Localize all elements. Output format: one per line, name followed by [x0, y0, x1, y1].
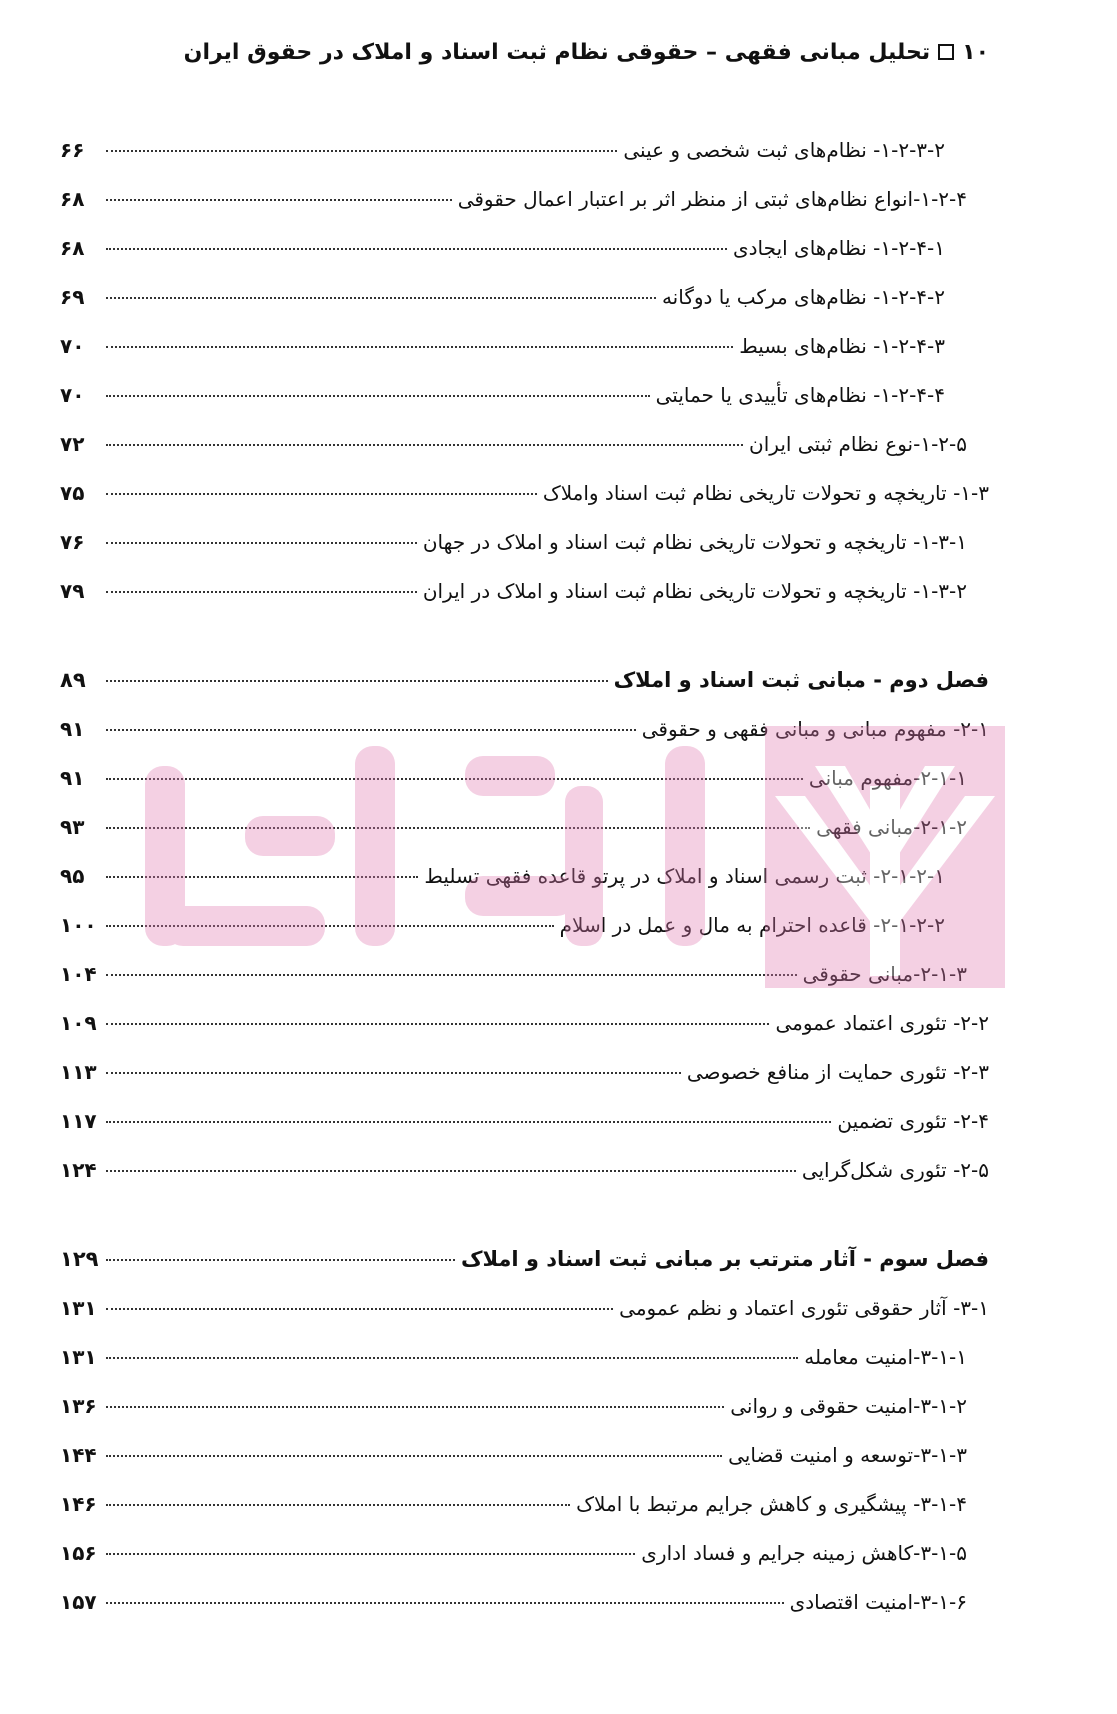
toc-entry-title: ۱-۳- تاریخچه و تحولات تاریخی نظام ثبت اسناد واملاک: [542, 481, 989, 505]
toc-entry-title: ۲-۱-۲-مبانی فقهی: [816, 815, 967, 839]
toc-entry-title: ۱-۲-۴-۳- نظام‌های بسیط: [739, 334, 945, 358]
dot-leader: [106, 1259, 455, 1261]
toc-section: [60, 1247, 989, 1639]
toc-page-number: ۹۳: [60, 815, 85, 839]
toc-page-number: ۱۴۴: [60, 1443, 97, 1467]
toc-entry: [60, 1158, 989, 1207]
toc-entry: [60, 1060, 989, 1109]
toc-entry: [60, 962, 989, 1011]
toc-entry-title: ۱-۲-۵-نوع نظام ثبتی ایران: [749, 432, 967, 456]
dot-leader: [106, 395, 650, 397]
toc-entry: [60, 1296, 989, 1345]
dot-leader: [106, 729, 636, 731]
toc-entry: [60, 285, 989, 334]
dot-leader: [106, 925, 554, 927]
toc-page-number: ۷۹: [60, 579, 85, 603]
dot-leader: [106, 827, 810, 829]
toc-entry-title: ۲-۵- تئوری شکل‌گرایی: [801, 1158, 989, 1182]
toc-entry-title: ۳-۱-۴- پیشگیری و کاهش جرایم مرتبط با املاک: [576, 1492, 967, 1516]
toc-entry: [60, 138, 989, 187]
toc-entry: [60, 1492, 989, 1541]
dot-leader: [106, 248, 727, 250]
dot-leader: [106, 1357, 798, 1359]
toc-entry: [60, 1590, 989, 1639]
toc-entry: [60, 383, 989, 432]
dot-leader: [106, 591, 417, 593]
toc-entry: [60, 1109, 989, 1158]
toc-entry: [60, 187, 989, 236]
dot-leader: [106, 1455, 722, 1457]
toc-entry-title: ۳-۱-۳-توسعه و امنیت قضایی: [728, 1443, 967, 1467]
toc-entry: [60, 334, 989, 383]
toc-entry-title: ۳-۱- آثار حقوقی تئوری اعتماد و نظم عمومی: [619, 1296, 989, 1320]
dot-leader: [106, 1023, 769, 1025]
toc-entry-title: ۱-۳-۱- تاریخچه و تحولات تاریخی نظام ثبت اسناد و املاک در جهان: [422, 530, 967, 554]
toc-entry-title: ۲-۱- مفهوم مبانی و مبانی فقهی و حقوقی: [641, 717, 989, 741]
toc-entry: [60, 717, 989, 766]
table-of-contents: [60, 138, 989, 1639]
dot-leader: [106, 444, 743, 446]
dot-leader: [106, 199, 452, 201]
dot-leader: [106, 150, 617, 152]
toc-page-number: ۱۰۴: [60, 962, 97, 986]
toc-page-number: ۱۳۶: [60, 1394, 97, 1418]
toc-entry: [60, 1394, 989, 1443]
toc-entry-title: ۳-۱-۲-امنیت حقوقی و روانی: [730, 1394, 967, 1418]
toc-page-number: ۷۲: [60, 432, 85, 456]
toc-entry-title: ۱-۳-۲- تاریخچه و تحولات تاریخی نظام ثبت اسناد و املاک در ایران: [422, 579, 967, 603]
toc-entry-title: ۱-۲-۴-انواع نظام‌های ثبتی از منظر اثر بر اعتبار اعمال حقوقی: [457, 187, 967, 211]
toc-page-number: ۱۲۴: [60, 1158, 97, 1182]
toc-entry: [60, 432, 989, 481]
dot-leader: [106, 876, 418, 878]
toc-page-number: ۷۵: [60, 481, 85, 505]
toc-entry: [60, 579, 989, 628]
toc-entry-title: ۱-۲-۳-۲- نظام‌های ثبت شخصی و عینی: [623, 138, 945, 162]
toc-entry-title: ۱-۲-۴-۱- نظام‌های ایجادی: [733, 236, 945, 260]
dot-leader: [106, 1406, 724, 1408]
toc-entry-title: ۲-۲- تئوری اعتماد عمومی: [775, 1011, 989, 1035]
toc-entry-title: ۲-۱-۲-۲- قاعده احترام به مال و عمل در اسلام: [559, 913, 945, 937]
toc-section: [60, 668, 989, 1207]
toc-entry: [60, 1541, 989, 1590]
toc-page-number: ۱۰۹: [60, 1011, 97, 1035]
dot-leader: [106, 1308, 613, 1310]
toc-entry-title: ۲-۱-۱-مفهوم مبانی: [808, 766, 967, 790]
toc-page-number: ۱۵۷: [60, 1590, 97, 1614]
chapter-heading: [60, 668, 989, 717]
dot-leader: [106, 1602, 784, 1604]
toc-page-number: ۱۱۳: [60, 1060, 97, 1084]
toc-entry-title: ۲-۴- تئوری تضمین: [837, 1109, 989, 1133]
toc-page-number: ۱۵۶: [60, 1541, 97, 1565]
toc-page-number: ۱۳۱: [60, 1296, 97, 1320]
toc-entry: [60, 815, 989, 864]
chapter-heading: [60, 1247, 989, 1296]
toc-page-number: ۹۱: [60, 717, 85, 741]
toc-page-number: ۶۹: [60, 285, 85, 309]
toc-page-number: ۷۰: [60, 334, 85, 358]
dot-leader: [106, 1504, 570, 1506]
toc-page-number: ۶۸: [60, 236, 85, 260]
dot-leader: [106, 1170, 796, 1172]
page-number: ۱۰: [962, 39, 989, 65]
dot-leader: [106, 493, 537, 495]
toc-entry: [60, 766, 989, 815]
dot-leader: [106, 1072, 681, 1074]
page-header: [60, 34, 989, 70]
toc-entry: [60, 864, 989, 913]
toc-entry-title: ۳-۱-۶-امنیت اقتصادی: [789, 1590, 967, 1614]
toc-entry: [60, 1443, 989, 1492]
toc-page-number: ۱۴۶: [60, 1492, 97, 1516]
dot-leader: [106, 297, 656, 299]
toc-entry: [60, 913, 989, 962]
toc-entry-title: فصل دوم - مبانی ثبت اسناد و املاک: [613, 668, 989, 692]
toc-entry-title: ۱-۲-۴-۴- نظام‌های تأییدی یا حمایتی: [655, 383, 945, 407]
toc-section: [60, 138, 989, 628]
toc-entry-title: ۲-۱-۳-مبانی حقوقی: [802, 962, 967, 986]
dot-leader: [106, 974, 797, 976]
toc-entry: [60, 236, 989, 285]
dot-leader: [106, 542, 417, 544]
toc-page-number: ۱۰۰: [60, 913, 97, 937]
toc-entry-title: ۱-۲-۴-۲- نظام‌های مرکب یا دوگانه: [661, 285, 945, 309]
toc-entry: [60, 481, 989, 530]
toc-page-number: ۸۹: [60, 668, 86, 692]
dot-leader: [106, 346, 733, 348]
dot-leader: [106, 680, 608, 682]
toc-page-number: ۹۵: [60, 864, 85, 888]
running-title: تحلیل مبانی فقهی – حقوقی نظام ثبت اسناد و املاک در حقوق ایران: [183, 39, 931, 65]
toc-entry-title: ۲-۱-۲-۱- ثبت رسمی اسناد و املاک در پرتو قاعده فقهی تسلیط: [424, 864, 945, 888]
toc-page-number: ۷۶: [60, 530, 85, 554]
toc-page-number: ۱۲۹: [60, 1247, 99, 1271]
toc-page-number: ۱۱۷: [60, 1109, 97, 1133]
toc-entry: [60, 1345, 989, 1394]
checkbox-icon: [938, 44, 954, 60]
dot-leader: [106, 1121, 831, 1123]
toc-page-number: ۶۸: [60, 187, 85, 211]
toc-entry-title: فصل سوم - آثار مترتب بر مبانی ثبت اسناد و املاک: [460, 1247, 989, 1271]
toc-page-number: ۶۶: [60, 138, 85, 162]
dot-leader: [106, 1553, 635, 1555]
toc-entry: [60, 530, 989, 579]
dot-leader: [106, 778, 803, 780]
toc-entry-title: ۳-۱-۱-امنیت معامله: [804, 1345, 967, 1369]
toc-entry-title: ۳-۱-۵-کاهش زمینه جرایم و فساد اداری: [641, 1541, 967, 1565]
toc-page-number: ۹۱: [60, 766, 85, 790]
toc-page-number: ۷۰: [60, 383, 85, 407]
toc-entry: [60, 1011, 989, 1060]
toc-page-number: ۱۳۱: [60, 1345, 97, 1369]
toc-entry-title: ۲-۳- تئوری حمایت از منافع خصوصی: [686, 1060, 989, 1084]
